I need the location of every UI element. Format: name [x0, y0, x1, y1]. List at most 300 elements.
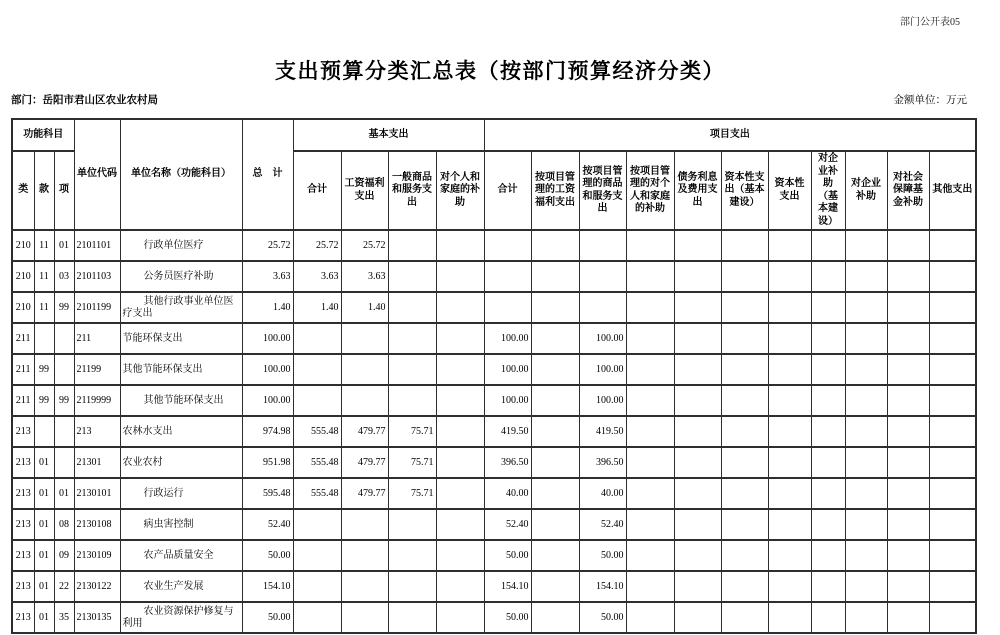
- cell-grand-total: 951.98: [242, 447, 293, 478]
- budget-table: [11, 118, 977, 634]
- cell-project-goods: 40.00: [579, 478, 626, 509]
- cell-project-social-security: [887, 602, 929, 633]
- header-func-group: 功能科目: [12, 119, 74, 151]
- cell-project-other: [929, 447, 976, 478]
- cell-project-individual: [626, 230, 674, 261]
- cell-grand-total: 1.40: [242, 292, 293, 323]
- cell-func-class: 210: [12, 292, 34, 323]
- cell-project-other: [929, 509, 976, 540]
- cell-basic-wage: [341, 354, 388, 385]
- cell-func-class: 213: [12, 478, 34, 509]
- cell-basic-total: [293, 323, 341, 354]
- cell-unit-code: 2101103: [74, 261, 120, 292]
- cell-basic-individual: [436, 602, 484, 633]
- cell-basic-individual: [436, 230, 484, 261]
- cell-project-enterprise-basic: [811, 509, 845, 540]
- cell-basic-goods: [388, 571, 436, 602]
- cell-project-social-security: [887, 447, 929, 478]
- cell-basic-goods: [388, 261, 436, 292]
- cell-basic-total: 555.48: [293, 416, 341, 447]
- cell-project-wage: [531, 571, 579, 602]
- cell-project-goods: 396.50: [579, 447, 626, 478]
- cell-unit-name: 行政运行: [120, 478, 242, 509]
- cell-project-enterprise: [845, 540, 887, 571]
- page-title: 支出预算分类汇总表（按部门预算经济分类）: [275, 59, 725, 84]
- cell-unit-code: 213: [74, 416, 120, 447]
- cell-project-capital-basic: [721, 292, 768, 323]
- cell-project-total: 100.00: [484, 385, 531, 416]
- cell-project-individual: [626, 323, 674, 354]
- cell-func-section: 01: [34, 602, 54, 633]
- cell-project-total: 100.00: [484, 354, 531, 385]
- cell-unit-name: 病虫害控制: [120, 509, 242, 540]
- header-project-enterprise-basic: 对企业补助（基本建设）: [811, 151, 845, 230]
- cell-project-capital: [768, 292, 811, 323]
- cell-project-enterprise-basic: [811, 292, 845, 323]
- cell-func-item: 22: [54, 571, 74, 602]
- cell-func-item: 03: [54, 261, 74, 292]
- cell-basic-individual: [436, 292, 484, 323]
- cell-func-section: [34, 416, 54, 447]
- cell-project-goods: [579, 261, 626, 292]
- cell-project-other: [929, 385, 976, 416]
- cell-basic-wage: 479.77: [341, 478, 388, 509]
- cell-basic-total: [293, 509, 341, 540]
- cell-project-enterprise-basic: [811, 571, 845, 602]
- cell-project-debt-interest: [674, 323, 721, 354]
- cell-project-enterprise: [845, 447, 887, 478]
- table-row: [12, 478, 976, 509]
- cell-project-individual: [626, 509, 674, 540]
- cell-project-enterprise: [845, 385, 887, 416]
- cell-project-enterprise-basic: [811, 385, 845, 416]
- cell-project-wage: [531, 602, 579, 633]
- cell-project-other: [929, 602, 976, 633]
- cell-func-item: 99: [54, 292, 74, 323]
- cell-project-social-security: [887, 509, 929, 540]
- cell-func-item: 09: [54, 540, 74, 571]
- cell-project-capital: [768, 509, 811, 540]
- cell-project-capital-basic: [721, 602, 768, 633]
- cell-project-enterprise: [845, 261, 887, 292]
- cell-project-enterprise: [845, 478, 887, 509]
- cell-grand-total: 100.00: [242, 323, 293, 354]
- cell-project-individual: [626, 354, 674, 385]
- cell-project-capital-basic: [721, 571, 768, 602]
- cell-func-class: 213: [12, 540, 34, 571]
- cell-project-social-security: [887, 230, 929, 261]
- cell-func-section: 99: [34, 354, 54, 385]
- cell-project-total: 40.00: [484, 478, 531, 509]
- cell-basic-goods: [388, 230, 436, 261]
- cell-project-total: 52.40: [484, 509, 531, 540]
- cell-project-capital: [768, 571, 811, 602]
- cell-func-item: 35: [54, 602, 74, 633]
- header-project-other: 其他支出: [929, 151, 976, 230]
- cell-project-capital-basic: [721, 230, 768, 261]
- cell-basic-goods: [388, 602, 436, 633]
- cell-project-wage: [531, 354, 579, 385]
- cell-project-capital: [768, 416, 811, 447]
- cell-func-item: 08: [54, 509, 74, 540]
- cell-func-item: [54, 323, 74, 354]
- cell-project-enterprise: [845, 509, 887, 540]
- cell-basic-goods: [388, 354, 436, 385]
- cell-basic-individual: [436, 261, 484, 292]
- cell-project-wage: [531, 447, 579, 478]
- cell-basic-individual: [436, 571, 484, 602]
- cell-project-goods: 50.00: [579, 602, 626, 633]
- cell-basic-goods: [388, 385, 436, 416]
- header-project-enterprise: 对企业补助: [845, 151, 887, 230]
- cell-project-total: [484, 261, 531, 292]
- cell-project-goods: 100.00: [579, 385, 626, 416]
- cell-func-item: [54, 354, 74, 385]
- cell-basic-goods: 75.71: [388, 416, 436, 447]
- table-row: [12, 416, 976, 447]
- cell-project-other: [929, 478, 976, 509]
- cell-unit-name: 农业生产发展: [120, 571, 242, 602]
- cell-project-enterprise-basic: [811, 602, 845, 633]
- cell-func-section: [34, 323, 54, 354]
- cell-unit-code: 2119999: [74, 385, 120, 416]
- cell-project-debt-interest: [674, 354, 721, 385]
- cell-basic-individual: [436, 509, 484, 540]
- cell-project-wage: [531, 540, 579, 571]
- cell-unit-name: 农业资源保护修复与利用: [120, 602, 242, 633]
- cell-unit-code: 2101199: [74, 292, 120, 323]
- cell-project-goods: 419.50: [579, 416, 626, 447]
- cell-grand-total: 50.00: [242, 602, 293, 633]
- cell-project-total: 154.10: [484, 571, 531, 602]
- header-project-goods: 按项目管理的商品和服务支出: [579, 151, 626, 230]
- cell-project-wage: [531, 385, 579, 416]
- cell-project-wage: [531, 261, 579, 292]
- cell-func-class: 213: [12, 602, 34, 633]
- cell-unit-code: 211: [74, 323, 120, 354]
- cell-func-class: 210: [12, 261, 34, 292]
- amount-unit-label: 金额单位：万元: [893, 95, 967, 106]
- header-func-class: 类: [12, 151, 34, 230]
- cell-basic-individual: [436, 323, 484, 354]
- cell-project-total: 100.00: [484, 323, 531, 354]
- cell-project-goods: [579, 292, 626, 323]
- header-basic-group: 基本支出: [293, 119, 484, 151]
- cell-basic-individual: [436, 540, 484, 571]
- cell-project-other: [929, 571, 976, 602]
- cell-func-section: 11: [34, 230, 54, 261]
- department-label: 部门：岳阳市君山区农业农村局: [11, 95, 158, 106]
- cell-project-enterprise-basic: [811, 540, 845, 571]
- cell-grand-total: 100.00: [242, 385, 293, 416]
- table-row: [12, 509, 976, 540]
- cell-project-enterprise: [845, 323, 887, 354]
- cell-project-debt-interest: [674, 602, 721, 633]
- cell-project-capital: [768, 602, 811, 633]
- cell-func-section: 11: [34, 292, 54, 323]
- cell-project-goods: 154.10: [579, 571, 626, 602]
- cell-project-capital-basic: [721, 478, 768, 509]
- cell-project-debt-interest: [674, 478, 721, 509]
- cell-unit-code: 2101101: [74, 230, 120, 261]
- header-basic-total: 合计: [293, 151, 341, 230]
- cell-func-section: 99: [34, 385, 54, 416]
- cell-project-enterprise: [845, 602, 887, 633]
- table-body: [12, 230, 976, 633]
- cell-project-capital: [768, 540, 811, 571]
- cell-project-total: 396.50: [484, 447, 531, 478]
- cell-grand-total: 974.98: [242, 416, 293, 447]
- cell-func-item: 01: [54, 230, 74, 261]
- cell-basic-total: [293, 385, 341, 416]
- cell-func-class: 213: [12, 509, 34, 540]
- cell-func-item: [54, 447, 74, 478]
- cell-func-class: 211: [12, 323, 34, 354]
- cell-project-individual: [626, 261, 674, 292]
- cell-basic-total: [293, 354, 341, 385]
- cell-project-other: [929, 540, 976, 571]
- table-row: [12, 323, 976, 354]
- cell-project-enterprise: [845, 571, 887, 602]
- cell-basic-individual: [436, 478, 484, 509]
- cell-basic-total: 25.72: [293, 230, 341, 261]
- cell-basic-wage: 479.77: [341, 447, 388, 478]
- cell-func-section: 01: [34, 478, 54, 509]
- table-row: [12, 540, 976, 571]
- cell-project-social-security: [887, 540, 929, 571]
- cell-project-capital-basic: [721, 385, 768, 416]
- table-row: [12, 602, 976, 633]
- cell-unit-name: 其他节能环保支出: [120, 385, 242, 416]
- cell-project-wage: [531, 292, 579, 323]
- cell-func-section: 11: [34, 261, 54, 292]
- meta-row: [11, 92, 967, 107]
- cell-project-debt-interest: [674, 447, 721, 478]
- cell-project-capital-basic: [721, 416, 768, 447]
- header-project-social-security: 对社会保障基金补助: [887, 151, 929, 230]
- cell-func-item: 01: [54, 478, 74, 509]
- cell-unit-name: 公务员医疗补助: [120, 261, 242, 292]
- cell-project-individual: [626, 416, 674, 447]
- cell-grand-total: 595.48: [242, 478, 293, 509]
- cell-project-enterprise-basic: [811, 416, 845, 447]
- cell-project-enterprise: [845, 292, 887, 323]
- cell-grand-total: 100.00: [242, 354, 293, 385]
- cell-unit-name: 其他行政事业单位医疗支出: [120, 292, 242, 323]
- header-project-capital: 资本性支出: [768, 151, 811, 230]
- header-basic-individual: 对个人和家庭的补助: [436, 151, 484, 230]
- cell-basic-wage: 3.63: [341, 261, 388, 292]
- cell-func-class: 213: [12, 447, 34, 478]
- cell-project-debt-interest: [674, 230, 721, 261]
- cell-unit-name: 行政单位医疗: [120, 230, 242, 261]
- cell-project-social-security: [887, 354, 929, 385]
- cell-project-other: [929, 230, 976, 261]
- cell-project-total: [484, 230, 531, 261]
- header-basic-goods: 一般商品和服务支出: [388, 151, 436, 230]
- cell-basic-total: [293, 571, 341, 602]
- cell-project-wage: [531, 230, 579, 261]
- cell-project-goods: 100.00: [579, 354, 626, 385]
- cell-project-enterprise-basic: [811, 323, 845, 354]
- cell-grand-total: 52.40: [242, 509, 293, 540]
- cell-project-debt-interest: [674, 261, 721, 292]
- cell-project-debt-interest: [674, 416, 721, 447]
- cell-project-individual: [626, 540, 674, 571]
- table-row: [12, 292, 976, 323]
- cell-project-debt-interest: [674, 509, 721, 540]
- cell-func-class: 210: [12, 230, 34, 261]
- cell-basic-individual: [436, 385, 484, 416]
- cell-basic-total: 3.63: [293, 261, 341, 292]
- cell-project-enterprise-basic: [811, 261, 845, 292]
- cell-basic-total: 555.48: [293, 478, 341, 509]
- cell-basic-individual: [436, 354, 484, 385]
- cell-project-other: [929, 416, 976, 447]
- cell-func-class: 211: [12, 354, 34, 385]
- doc-code-label: 部门公开表05: [900, 17, 960, 28]
- cell-basic-goods: 75.71: [388, 478, 436, 509]
- cell-basic-wage: [341, 571, 388, 602]
- cell-project-capital: [768, 354, 811, 385]
- cell-project-enterprise-basic: [811, 354, 845, 385]
- cell-grand-total: 154.10: [242, 571, 293, 602]
- cell-project-social-security: [887, 292, 929, 323]
- table-row: [12, 447, 976, 478]
- cell-basic-wage: [341, 509, 388, 540]
- cell-basic-total: [293, 540, 341, 571]
- cell-project-debt-interest: [674, 571, 721, 602]
- cell-basic-wage: 1.40: [341, 292, 388, 323]
- cell-project-capital-basic: [721, 509, 768, 540]
- cell-func-section: 01: [34, 571, 54, 602]
- cell-project-capital: [768, 323, 811, 354]
- cell-project-capital: [768, 447, 811, 478]
- cell-unit-code: 2130108: [74, 509, 120, 540]
- cell-project-enterprise-basic: [811, 447, 845, 478]
- cell-project-wage: [531, 478, 579, 509]
- table-row: [12, 261, 976, 292]
- cell-basic-individual: [436, 447, 484, 478]
- cell-project-capital-basic: [721, 261, 768, 292]
- table-row: [12, 354, 976, 385]
- header-project-individual: 按项目管理的对个人和家庭的补助: [626, 151, 674, 230]
- table-row: [12, 571, 976, 602]
- cell-basic-individual: [436, 416, 484, 447]
- cell-project-capital: [768, 230, 811, 261]
- cell-project-capital-basic: [721, 323, 768, 354]
- table-row: [12, 385, 976, 416]
- cell-unit-name: 节能环保支出: [120, 323, 242, 354]
- cell-project-individual: [626, 478, 674, 509]
- header-basic-wage: 工资福利支出: [341, 151, 388, 230]
- cell-unit-name: 农产品质量安全: [120, 540, 242, 571]
- cell-basic-wage: 25.72: [341, 230, 388, 261]
- header-unit-code: 单位代码: [74, 119, 120, 230]
- cell-func-class: 213: [12, 416, 34, 447]
- cell-project-debt-interest: [674, 385, 721, 416]
- cell-grand-total: 25.72: [242, 230, 293, 261]
- table-row: [12, 230, 976, 261]
- cell-func-item: [54, 416, 74, 447]
- cell-basic-goods: [388, 323, 436, 354]
- header-project-debt-interest: 债务利息及费用支出: [674, 151, 721, 230]
- cell-project-capital-basic: [721, 540, 768, 571]
- cell-project-other: [929, 323, 976, 354]
- cell-project-goods: [579, 230, 626, 261]
- cell-func-class: 213: [12, 571, 34, 602]
- cell-basic-goods: [388, 509, 436, 540]
- cell-unit-name: 农林水支出: [120, 416, 242, 447]
- cell-project-social-security: [887, 478, 929, 509]
- header-func-item: 项: [54, 151, 74, 230]
- header-project-wage: 按项目管理的工资福利支出: [531, 151, 579, 230]
- cell-unit-code: 2130135: [74, 602, 120, 633]
- cell-unit-code: 21301: [74, 447, 120, 478]
- cell-project-capital-basic: [721, 447, 768, 478]
- cell-basic-total: 555.48: [293, 447, 341, 478]
- cell-basic-wage: [341, 602, 388, 633]
- cell-project-individual: [626, 571, 674, 602]
- cell-basic-goods: 75.71: [388, 447, 436, 478]
- cell-project-capital: [768, 385, 811, 416]
- cell-project-individual: [626, 447, 674, 478]
- cell-project-wage: [531, 416, 579, 447]
- header-project-capital-basic: 资本性支出（基本建设）: [721, 151, 768, 230]
- budget-table-wrap: [11, 118, 977, 634]
- cell-unit-code: 21199: [74, 354, 120, 385]
- cell-project-goods: 52.40: [579, 509, 626, 540]
- cell-project-total: 419.50: [484, 416, 531, 447]
- header-project-group: 项目支出: [484, 119, 976, 151]
- cell-project-wage: [531, 509, 579, 540]
- cell-basic-wage: [341, 385, 388, 416]
- cell-project-other: [929, 261, 976, 292]
- header-grand-total: 总 计: [242, 119, 293, 230]
- cell-func-section: 01: [34, 540, 54, 571]
- cell-func-item: 99: [54, 385, 74, 416]
- cell-basic-goods: [388, 292, 436, 323]
- cell-basic-wage: [341, 540, 388, 571]
- cell-unit-name: 其他节能环保支出: [120, 354, 242, 385]
- cell-project-capital: [768, 478, 811, 509]
- cell-project-enterprise-basic: [811, 478, 845, 509]
- cell-basic-goods: [388, 540, 436, 571]
- cell-project-social-security: [887, 261, 929, 292]
- cell-project-individual: [626, 602, 674, 633]
- cell-project-social-security: [887, 571, 929, 602]
- cell-unit-code: 2130109: [74, 540, 120, 571]
- cell-project-goods: 50.00: [579, 540, 626, 571]
- cell-project-wage: [531, 323, 579, 354]
- header-project-total: 合计: [484, 151, 531, 230]
- cell-project-total: 50.00: [484, 540, 531, 571]
- cell-unit-code: 2130101: [74, 478, 120, 509]
- cell-basic-total: 1.40: [293, 292, 341, 323]
- cell-func-class: 211: [12, 385, 34, 416]
- cell-project-individual: [626, 292, 674, 323]
- cell-grand-total: 50.00: [242, 540, 293, 571]
- cell-project-social-security: [887, 416, 929, 447]
- cell-project-total: [484, 292, 531, 323]
- cell-basic-total: [293, 602, 341, 633]
- cell-project-enterprise-basic: [811, 230, 845, 261]
- cell-project-capital: [768, 261, 811, 292]
- cell-project-social-security: [887, 385, 929, 416]
- cell-project-capital-basic: [721, 354, 768, 385]
- header-func-section: 款: [34, 151, 54, 230]
- cell-project-other: [929, 292, 976, 323]
